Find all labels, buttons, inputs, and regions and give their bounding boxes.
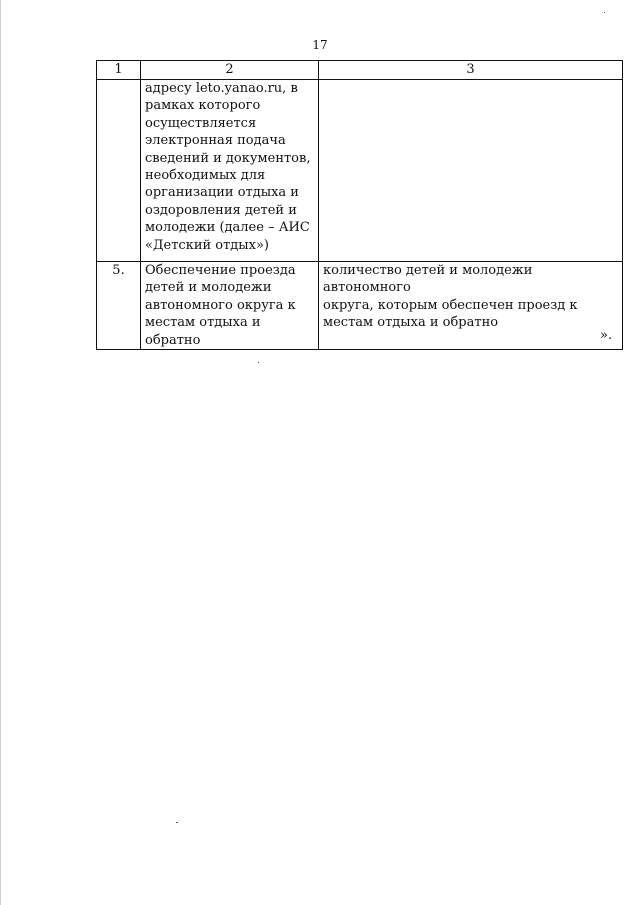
- closing-quote: ».: [600, 328, 613, 343]
- scan-left-edge: [0, 0, 1, 905]
- header-col-2: 2: [141, 61, 319, 80]
- table-header-row: [97, 61, 623, 80]
- header-col-1: 1: [97, 61, 141, 80]
- scan-speck: [176, 822, 178, 823]
- row-description-text: адресу leto.yanao.ru, в рамках которого осуществляется электронная подача сведений и документов, необходимых для организации отдыха и оздоровления детей и молодежи (далее – АИС «Детский отдых»): [145, 81, 311, 253]
- table-row: [97, 80, 623, 262]
- page-number: 17: [312, 38, 328, 52]
- header-col-3: 3: [319, 61, 623, 80]
- row-description-text: Обеспечение проезда детей и молодежи автономного округа к местам отдыха и обратно: [145, 263, 296, 348]
- row-number-cell: [97, 80, 141, 262]
- scan-speck: [604, 12, 605, 13]
- row-description-cell: [141, 80, 319, 262]
- row-description-cell: [141, 262, 319, 350]
- content-table: [96, 60, 623, 350]
- table-row: [97, 262, 623, 350]
- scan-speck: [258, 362, 259, 363]
- row-indicator-text: количество детей и молодежи автономного округа, которым обеспечен проезд к местам отдыха и обратно: [323, 263, 578, 331]
- row-number-cell: 5.: [97, 262, 141, 350]
- row-indicator-cell: [319, 80, 623, 262]
- row-indicator-cell: [319, 262, 623, 350]
